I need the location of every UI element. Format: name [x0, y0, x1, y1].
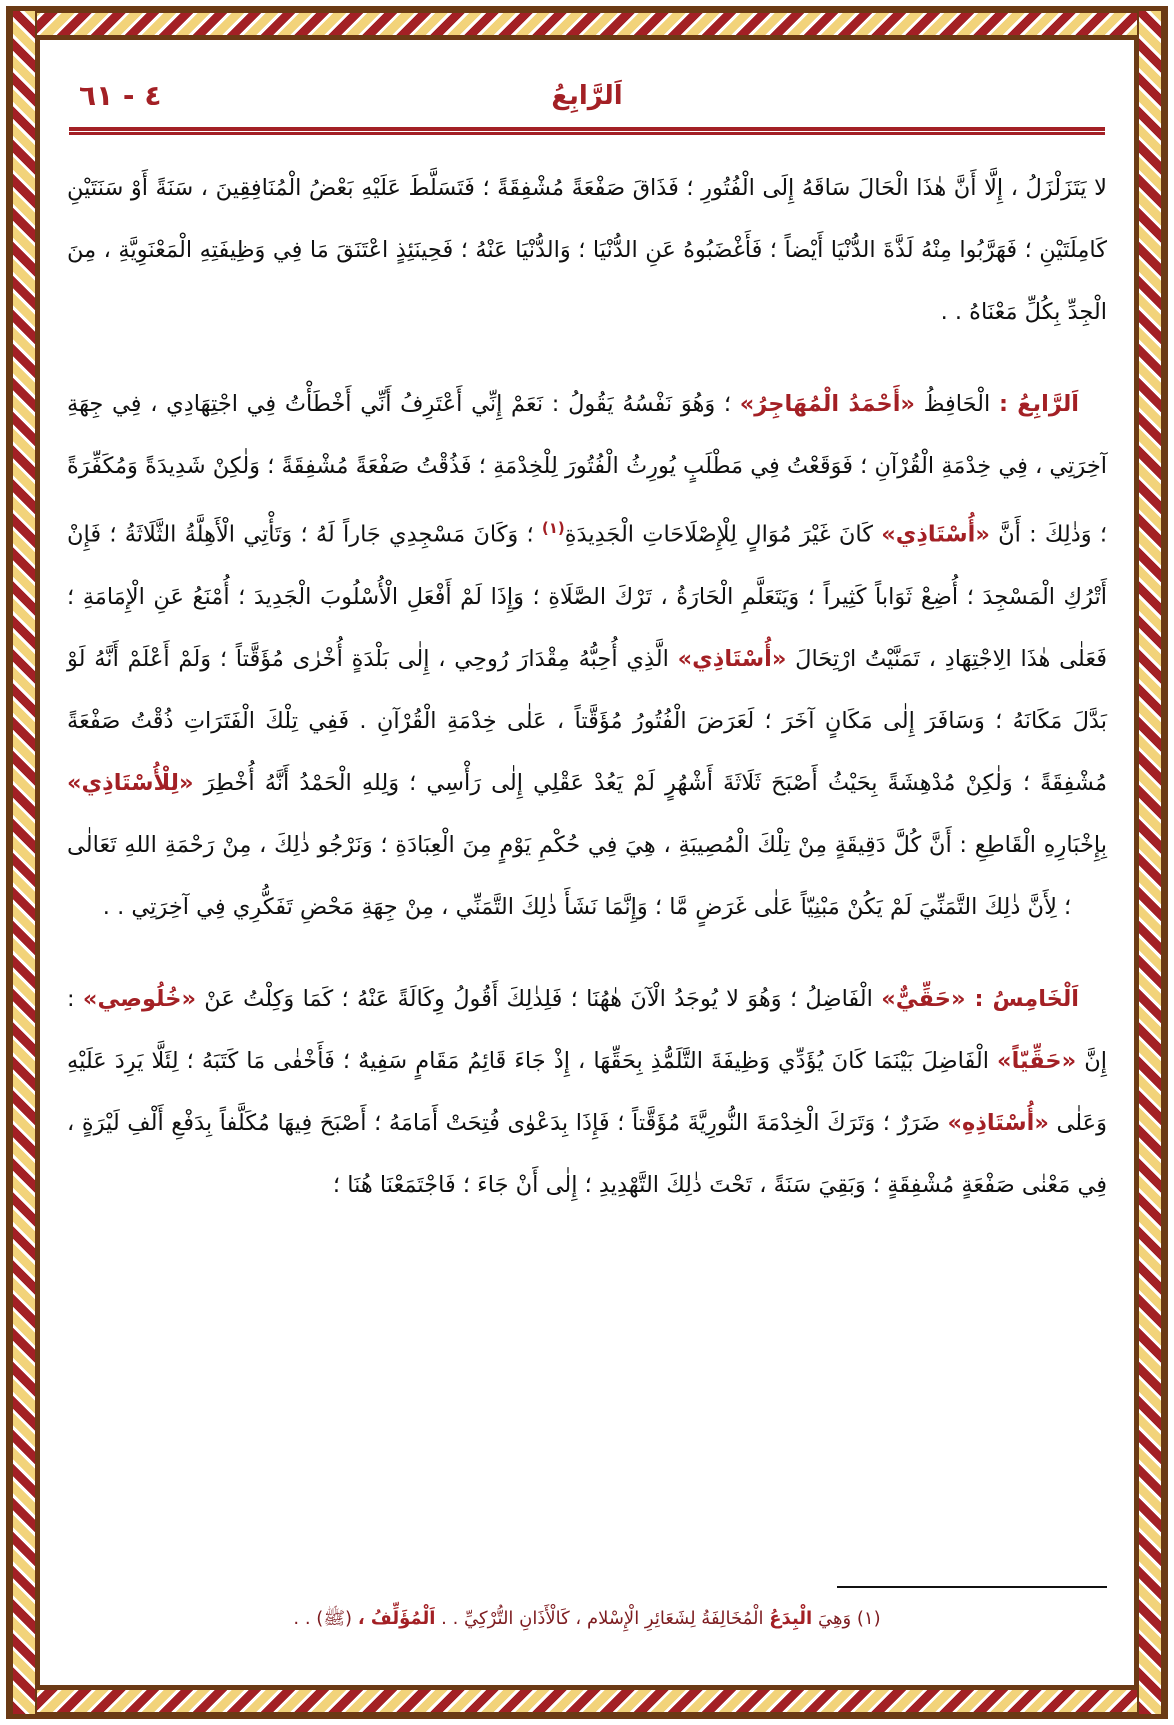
- text-run: ؛ وَكَانَ مَسْجِدِي جَاراً لَهُ ؛ وَتَأْتِي الْأَهِلَّةُ الثَّلَاثَةُ ؛ فَإِنْ أَتْرُكِ الْمَسْجِدَ ؛ أُضِعْ ثَوَاباً كَثِيراً ؛ وَيَتَعَلَّمِ الْحَارَةُ ، تَرْكَ الصَّلَاةِ ؛ وَإِذَا لَمْ أَفْعَلِ الْأُسْلُوبَ الْجَدِيدَ ؛ أُمْنَعُ عَنِ الْإِمَامَةِ ؛ فَعَلٰى هٰذَا الِاجْتِهَادِ ، تَمَنَّيْتُ ارْتِحَالَ: [67, 521, 1107, 672]
- footnote-reference-marker: (١): [541, 519, 565, 537]
- text-run: لا يَتَزَلْزَلُ ، إِلَّا أَنَّ هٰذَا الْحَالَ سَاقَهُ إِلَى الْفُتُورِ ؛ فَذَاقَ صَفْعَةً مُشْفِقَةً ؛ فَتَسَلَّطَ عَلَيْهِ بَعْضُ الْمُنَافِقِينَ ، سَنَةً أَوْ سَنَتَيْنِ كَامِلَتَيْنِ ؛ فَهَرَّبُوا مِنْهُ لَذَّةَ الدُّنْيَا أَيْضاً ؛ فَأَغْضَبُوهُ عَنِ الدُّنْيَا ؛ وَالدُّنْيَا عَنْهُ ؛ فَحِينَئِذٍ اعْتَنَقَ مَا فِي وَظِيفَتِهِ الْمَعْنَوِيَّةِ ، مِنَ الْجِدِّ بِكُلِّ مَعْنَاهُ . .: [67, 175, 1107, 325]
- page-header: [67, 73, 1107, 125]
- body-text: [67, 157, 1107, 1216]
- text-run: الْحَافِظُ: [914, 391, 999, 417]
- border-chain-left: [11, 11, 37, 1714]
- text-run: الَّذِي أُحِبُّهُ مِقْدَارَ رُوحِي ، إِلٰى بَلْدَةٍ أُخْرٰى مُؤَقَّتاً ؛ وَلَمْ أَعْلَمْ أَنَّهُ لَوْ بَدَّلَ مَكَانَهُ ؛ وَسَافَرَ إِلٰى مَكَانٍ آخَرَ ؛ لَعَرَضَ الْفُتُورُ مُؤَقَّتاً ، عَلٰى خِدْمَةِ الْقُرْآنِ . فَفِي تِلْكَ الْفَتَرَاتِ ذُقْتُ صَفْعَةً مُشْفِقَةً ؛ وَلٰكِنْ مُدْهِشَةً بِحَيْثُ أَصْبَحَ ثَلَاثَةَ أَشْهُرٍ لَمْ يَعُدْ عَقْلِي إِلٰى رَأْسِي ؛ وَلِلهِ الْحَمْدُ أَنَّهُ أُخْطِرَ: [67, 645, 1107, 796]
- footnote-divider-rule: [837, 1586, 1107, 1588]
- page-title: اَلرَّابِعُ: [551, 81, 623, 111]
- text-run: الْفَاضِلُ ؛ وَهُوَ لا يُوجَدُ الْآنَ هٰهُنَا ؛ فَلِذٰلِكَ أَقُولُ وِكَالَةً عَنْهُ ؛ كَمَا وَكِلْتُ عَنْ: [196, 985, 882, 1012]
- header-divider-rule: [69, 127, 1105, 135]
- page-content: [55, 55, 1119, 1670]
- text-run: اَلرَّابِعُ :: [998, 391, 1079, 417]
- footnote-run: الْمُخَالِفَةُ لِشَعَائِرِ الْإِسْلام ، كَالْأَذَانِ التُّرْكِيِّ . .: [435, 1608, 770, 1629]
- text-run: ضَرَرٌ ؛ وَتَرَكَ الْخِدْمَةَ النُّورِيَّةَ مُؤَقَّتاً ؛ فَإِذَا بِدَعْوٰى فُتِحَتْ أَمَامَهُ ؛ أَصْبَحَ فِيهَا مُكَلَّفاً بِدَفْعِ أَلْفِ لَيْرَةٍ ، فِي مَعْنٰى صَفْعَةٍ مُشْفِقَةٍ ؛ وَبَقِيَ سَنَةً ، تَحْتَ ذٰلِكَ التَّهْدِيدِ ؛ إِلٰى أَنْ جَاءَ ؛ فَاجْتَمَعْنَا هُنَا ؛: [67, 1109, 1107, 1198]
- border-chain-right: [1137, 11, 1163, 1714]
- text-run: «أُسْتَاذِي»: [881, 521, 990, 548]
- border-chain-top: [11, 11, 1163, 37]
- border-chain-bottom: [11, 1688, 1163, 1714]
- paragraph: [67, 373, 1107, 938]
- footnote-run: اَلْمُؤَلِّفُ ،: [357, 1608, 436, 1629]
- text-run: «خُلُوصِي»: [82, 985, 196, 1012]
- footnote-text: [67, 1602, 1107, 1636]
- footnote-run: (ﷺ) . .: [293, 1608, 358, 1629]
- text-run: «أُسْتَاذِهِ»: [947, 1109, 1049, 1136]
- text-run: اَلْخَامِسُ : «حَقِّيٌّ»: [881, 985, 1080, 1012]
- text-run: كَانَ غَيْرَ مُوَالٍ لِلْإِصْلَاحَاتِ الْجَدِيدَةِ: [564, 521, 882, 548]
- text-run: الْفَاضِلَ بَيْنَمَا كَانَ يُؤَدِّي وَظِيفَةَ التَّلَمُّذِ بِحَقِّهَا ، إِذْ جَاءَ قَائِمُ مَقَامٍ سَفِيهٌ ؛ فَأَخْفٰى مَا كَتَبَهُ ؛ لِئَلَّا يَرِدَ عَلَيْهِ وَعَلٰى: [67, 1047, 1107, 1136]
- text-run: : إِنَّ: [67, 985, 1107, 1074]
- footnote-run: الْبِدَعُ: [769, 1608, 813, 1629]
- paragraph: [67, 157, 1107, 343]
- text-run: «لِلْأُسْتَاذِي»: [67, 769, 194, 796]
- footnote-run: (١) وَهِيَ: [812, 1608, 881, 1629]
- text-run: بِإِخْبَارِهِ الْقَاطِعِ : أَنَّ كُلَّ دَقِيقَةٍ مِنْ تِلْكَ الْمُصِيبَةِ ، هِيَ فِي حُكْمِ يَوْمٍ مِنَ الْعِبَادَةِ ؛ وَنَرْجُو ذٰلِكَ ، مِنْ رَحْمَةِ اللهِ تَعَالٰى ؛ لِأَنَّ ذٰلِكَ التَّمَنِّيَ لَمْ يَكُنْ مَبْنِيّاً عَلٰى غَرَضٍ مَّا ؛ وَإِنَّمَا نَشَأَ ذٰلِكَ التَّمَنِّي ، مِنْ جِهَةِ مَحْضِ تَفَكُّرِي فِي آخِرَتِي . .: [67, 831, 1107, 920]
- text-run: «أُسْتَاذِي»: [677, 645, 787, 672]
- paragraph: [67, 968, 1107, 1216]
- text-run: «حَقِّيّاً»: [997, 1047, 1077, 1074]
- page-number: ٤ - ٦١: [79, 79, 162, 112]
- text-run: «أَحْمَدُ الْمُهَاجِرُ»: [739, 391, 915, 417]
- text-run: ؛ وَهُوَ نَفْسُهُ يَقُولُ : نَعَمْ إِنِّي أَعْتَرِفُ أَنِّي أَخْطَأْتُ فِي اجْتِهَادِي ، فِي جِهَةِ آخِرَتِي ، فِي خِدْمَةِ الْقُرْآنِ ؛ فَوَقَعْتُ فِي مَطْلَبٍ يُورِثُ الْفُتُورَ لِلْخِدْمَةِ ؛ فَذُقْتُ صَفْعَةً مُشْفِقَةً ؛ وَلٰكِنْ شَدِيدَةً وَمُكَفِّرَةً ؛ وَذٰلِكَ : أَنَّ: [67, 391, 1107, 548]
- footnote-area: [67, 1586, 1107, 1636]
